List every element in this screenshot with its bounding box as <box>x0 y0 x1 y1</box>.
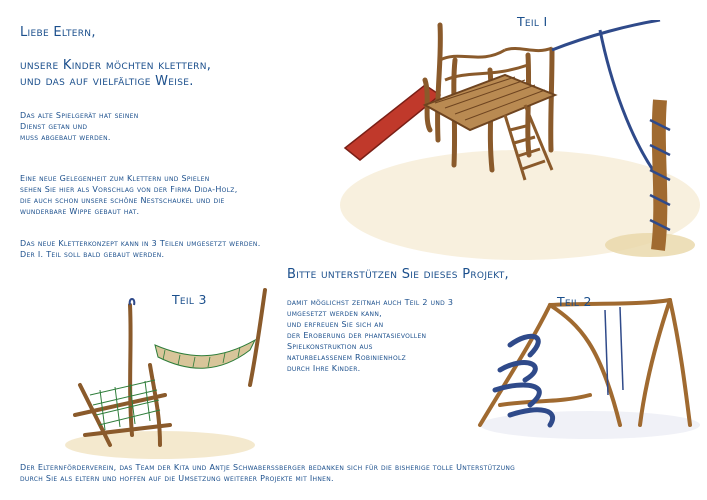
drawing-teil-2 <box>470 285 705 445</box>
appeal-heading: Bitte unterstützen Sie dieses Projekt, <box>287 267 509 282</box>
paragraph-new-opportunity: Eine neue Gelegenheit zum Klettern und Spielen sehen Sie hier als Vorschlag von der Firma Dida-Holz, die auch schon unsere schöne Nestschaukel und die wunderbare Wippe gebaut hat. <box>20 174 238 216</box>
drawing-teil-3 <box>60 285 290 460</box>
appeal-body: damit möglichst zeitnah auch Teil 2 und 3 umgesetzt werden kann, und erfreuen Sie sich an der Eroberung der phantasievollen Spielkonstruktion aus naturbelassenem Robinienholz durch Ihre Kinder. <box>287 298 454 373</box>
footer-thanks: Der Elternförderverein, das Team der Kita und Antje Schwaberssberger bedanken sich für die bisherige tolle Unterstützung durch Sie als eltern und hoffen auf die Umsetzung weiterer Projekte mit Ihnen. <box>20 463 516 483</box>
intro-line-1: unsere Kinder möchten klettern, <box>20 58 212 73</box>
drawing-teil-1 <box>330 20 707 280</box>
intro-line-2: und das auf vielfältige Weise. <box>20 74 194 89</box>
greeting: Liebe Eltern, <box>20 25 96 40</box>
label-teil-1: Teil I <box>517 14 548 29</box>
paragraph-old-equipment: Das alte Spielgerät hat seinen Dienst getan und muss abgebaut werden. <box>20 111 139 142</box>
paragraph-concept: Das neue Kletterkonzept kann in 3 Teilen umgesetzt werden. Der I. Teil soll bald gebaut werden. <box>20 239 261 259</box>
label-teil-2: Teil 2 <box>557 294 592 309</box>
label-teil-3: Teil 3 <box>172 292 207 307</box>
